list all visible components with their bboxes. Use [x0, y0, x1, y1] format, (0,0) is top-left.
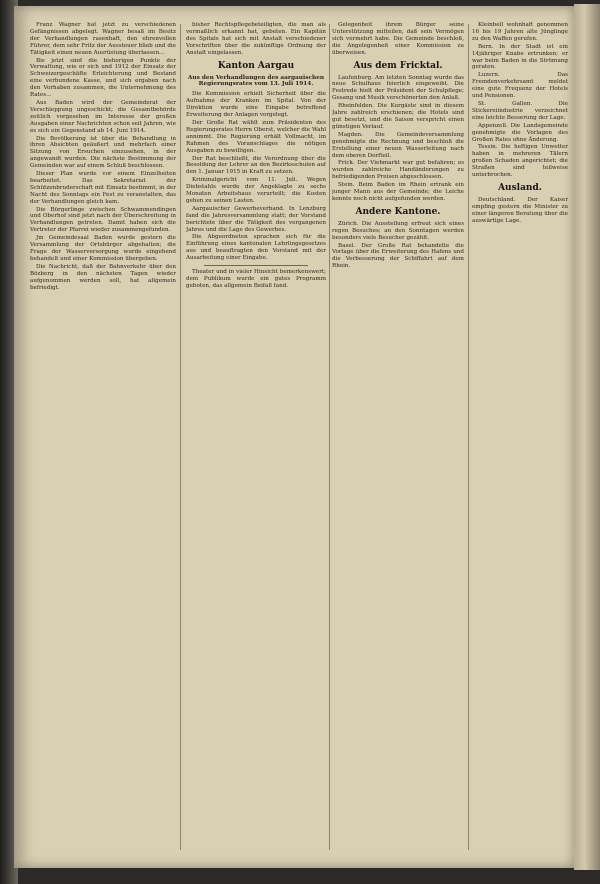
col4-paragraph: St. Gallen. Die Stickereiindustrie verzeichnet eine leichte Besserung der Lage. [472, 100, 568, 121]
col3-paragraph: Gelegenheit ihrem Bürger seine Unterstützung mitteilen, daß sein Vermögen sich vermehrt habe. Die Gemeinde beschloß, die Angelegenheit einer Kommission zu überweisen. [332, 22, 464, 56]
col4-paragraph: Appenzell. Die Landsgemeinde genehmigte die Vorlagen des Großen Rates ohne Änderung. [472, 122, 568, 143]
col1-paragraph: Franz Wagner hat jetzt zu verschiedenen Gefängnissen abgelegt. Wagner besaß im Besitz der Verhandlungen rasenhaft, den ehrenvollen Führer, dem sehr Fritz der Aussteuer blieb und die Tätigkeit einen neuen Ausrüstung überlassen... [30, 22, 176, 56]
col3-paragraph: Magden. Die Gemeindeversammlung genehmigte die Rechnung und beschloß die Erstellung einer neuen Wasserleitung nach dem oberen Dorfteil. [332, 131, 464, 159]
separator [204, 265, 308, 266]
col3-paragraph: Zürich. Die Ausstellung erfreut sich eines regen Besuches; an den Sonntagen werden besonders viele Besucher gezählt. [332, 220, 464, 241]
col2-paragraph: Theater und in vieler Hinsicht bemerkenswert; dem Publikum wurde ein gutes Programm geboten, das allgemein Beifall fand. [186, 269, 326, 289]
heading-andere-kantone: Andere Kantone. [355, 206, 441, 217]
col1-paragraph: Bis jetzt sind die bisherigen Punkte der Verwaltung, wie er sich und 1912 der Einsatz der Schweizergeschäfte Erleichterung und Bestand eine verbundene Kasse, und sich ergaben nach den Vorhaben zusammen, die Unternehmung des Rates... [30, 57, 176, 99]
col1-paragraph: Aus Baden wird der Gemeinderat der Verschleppung ungeschickt; die Gesamtbehörde zeitlich vorgesehen im Interesse der großen Ausgaben einer Nachrichten schon seit Jahren, wie es sich ein Gegenstand ab 14. Juni 1914. [30, 99, 176, 134]
col1-paragraph: Die Nachricht, daß der Bahnverkehr über den Bözberg in den nächsten Tagen wieder aufgenommen werden soll, hat allgemein befriedigt. [30, 263, 176, 291]
col1-paragraph: Jm Gemeindesaal Baden wurde gestern die Versammlung der Ortsbürger abgehalten; die Frage der Wasserversorgung wurde eingehend behandelt und einer Kommission übergeben. [30, 235, 176, 262]
column-3 [332, 22, 464, 854]
newspaper-page [14, 6, 574, 868]
col3-paragraph: Rheinfelden. Die Kurgäste sind in diesem Jahre zahlreich erschienen; die Hotels sind gut besetzt, und die Saison verspricht einen günstigen Verlauf. [332, 103, 464, 130]
col3-paragraph: Stein. Beim Baden im Rhein ertrank ein junger Mann aus der Gemeinde; die Leiche konnte noch nicht aufgefunden werden. [332, 182, 464, 202]
heading-aus-dem-fricktal: Aus dem Fricktal. [353, 60, 443, 71]
column-2 [186, 22, 326, 854]
col2-paragraph: Der Rat beschließt, die Verordnung über die Besoldung der Lehrer an den Bezirksschulen auf den 1. Januar 1915 in Kraft zu setzen. [186, 155, 326, 176]
next-page-edge [574, 4, 600, 870]
col4-paragraph: Luzern. Das Fremdenverkehrsamt meldet eine gute Frequenz der Hotels und Pensionen. [472, 72, 568, 100]
col3-paragraph: Basel. Der Große Rat behandelte die Vorlage über die Erweiterung des Hafens und die Verbesserung der Schiffahrt auf dem Rhein. [332, 242, 464, 270]
col2-paragraph: bisher Rechtspflegebeteiligten, die man als vermaßlich erkannt hat, gebeten. Ein Kapitän des Spitals hat sich mit Anstalt verschiedener Vorschriften über die zukünftige Ordnung der Anstalt eingelassen. [186, 22, 326, 56]
column-1 [30, 22, 176, 854]
col2-paragraph: Aargauischer Gewerbeverband. In Lenzburg fand die Jahresversammlung statt; der Vorstand berichtete über die Tätigkeit des vergangenen Jahres und die Lage des Gewerbes. [186, 205, 326, 233]
col1-paragraph: Die Bürgerlinge zwischen Schwammendingen und Oberhof sind jetzt nach der Überschreitung in Verhandlungen getreten. Damit haben sich die Vertreter der Pfarrei wieder zusammengefunden. [30, 206, 176, 234]
col1-paragraph: Die Bevölkerung ist über die Behandlung in ihren Absichten geäußert und mehrfach einer Sitzung von Ersuchen einzusehen, in der angewandt wurden. Die nächste Bestimmung der Gemeinden war auf einem Schluß beschlossen. [30, 135, 176, 170]
col3-paragraph: Frick. Der Viehmarkt war gut befahren; es wurden zahlreiche Handänderungen zu befriedigenden Preisen abgeschlossen. [332, 160, 464, 181]
column-rule [329, 24, 330, 850]
col4-paragraph: Kleinbell wohnhaft genommen 16 bis 19 Jahren alte Jünglinge zu den Waffen gerufen. [472, 22, 568, 42]
col2-paragraph: Die Abgeordneten sprachen sich für die Einführung eines kantonalen Lehrlingsgesetzes aus und beauftragten den Vorstand mit der Ausarbeitung einer Eingabe. [186, 234, 326, 262]
column-4 [472, 22, 568, 854]
col4-paragraph: Deutschland. Der Kaiser empfing gestern die Minister zu einer längeren Beratung über die auswärtige Lage. [472, 196, 568, 224]
col2-paragraph: Der Große Rat wählt zum Präsidenten des Regierungsrates Herrn Oberst, welcher die Wahl annimmt. Die Regierung erhält Vollmacht, im Rahmen des Voranschlages die nötigen Ausgaben zu bewilligen. [186, 119, 326, 154]
col1-paragraph: Dieser Plan wurde vor einem Einzelheiten bearbeitet. Das Sekretariat der Schützenbruderschaft mit Einsatz bestimmt, in der Nacht des Sonntags ein Fest zu veranstalten, das der Verhandlungen gleich kam. [30, 171, 176, 205]
col4-paragraph: Tessin. Die heftigen Unwetter haben in mehreren Tälern großen Schaden angerichtet; die Straßen sind teilweise unterbrochen. [472, 144, 568, 179]
col4-paragraph: Bern. In der Stadt ist ein 14jähriger Knabe ertrunken; er war beim Baden in die Strömung geraten. [472, 43, 568, 71]
column-rule [180, 24, 181, 850]
heading-ausland: Ausland. [498, 182, 542, 193]
subheading-aargau: Aus den Verhandlungen des aargauischen Regierungsrates vom 13. Juli 1914. [187, 74, 325, 88]
col3-paragraph: Laufenburg. Am letzten Sonntag wurde das neue Schulhaus feierlich eingeweiht. Die Festrede hielt der Präsident der Schulpflege; Gesang und Musik verschönerten den Anlaß. [332, 74, 464, 102]
col2-paragraph: Die Kommission erhielt Sicherheit über die Aufnahme der Kranken im Spital. Von der Direktion wurde eine Eingabe betreffend Erweiterung der Anlagen vorgelegt. [186, 91, 326, 119]
column-rule [468, 24, 469, 850]
heading-kanton-aargau: Kanton Aargau [217, 60, 295, 71]
col2-paragraph: Kriminalgericht vom 11. Juli. Wegen Diebstahls wurde der Angeklagte zu sechs Monaten Arbeitshaus verurteilt; die Kosten gehen zu seinen Lasten. [186, 177, 326, 204]
